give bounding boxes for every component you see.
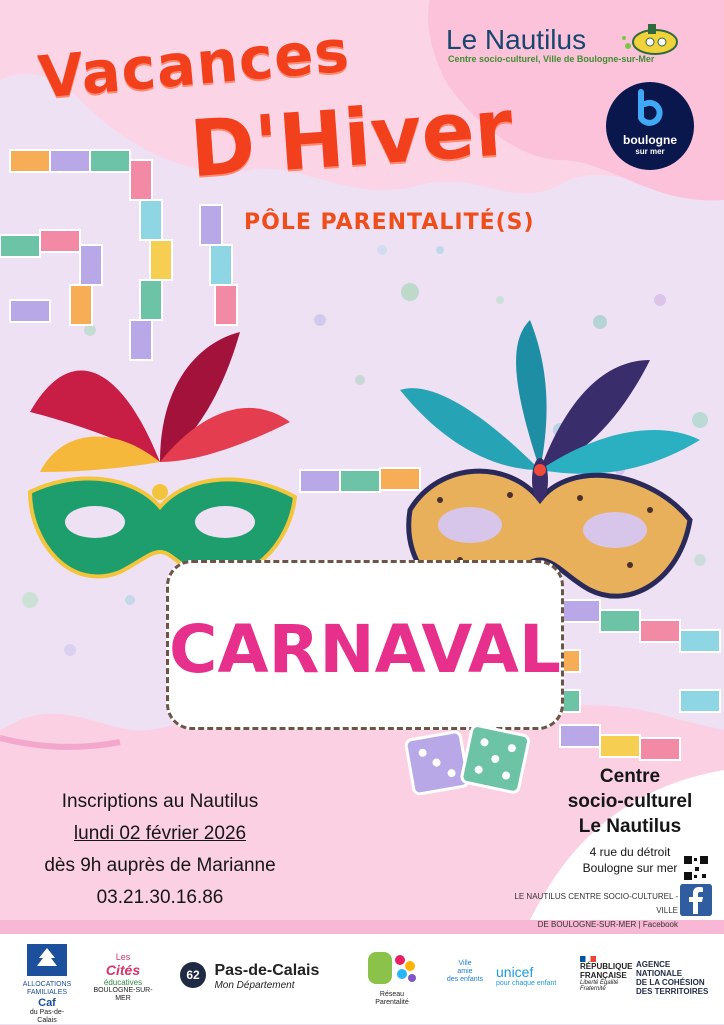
- boulogne-b-icon: [633, 90, 669, 126]
- unicef-label: unicef: [496, 964, 534, 980]
- unicef-sub: pour chaque enfant: [496, 980, 557, 987]
- dice-icon: [405, 720, 535, 805]
- reseau-label1: Réseau: [379, 991, 405, 998]
- republique-francaise-logo: [580, 956, 632, 992]
- registration-line1: Inscriptions au Nautilus: [61, 791, 259, 812]
- caf-label3: Caf: [38, 997, 56, 1009]
- department-sub: Mon Département: [214, 980, 295, 991]
- centre-address-line1: 4 rue du détroit: [589, 845, 671, 859]
- title-line-1: Vacances: [35, 16, 353, 112]
- pas-de-calais-logo: [180, 962, 319, 991]
- cites-label4: BOULOGNE-SUR-MER: [93, 987, 153, 1002]
- agency-line2: NATIONALE: [636, 969, 683, 978]
- caf-icon: [27, 944, 67, 976]
- republic-line2: FRANÇAISE: [580, 971, 627, 980]
- agence-cohesion-logo: [636, 960, 708, 996]
- reseau-parentalite-logo: [362, 950, 422, 1007]
- cites-label1: Les: [115, 952, 131, 962]
- reseau-label2: Parentalité: [375, 999, 409, 1006]
- centre-name-line1: Centre: [599, 766, 661, 787]
- submarine-icon: [620, 18, 682, 60]
- title-line-2: D'Hiver: [187, 82, 516, 196]
- department-name: Pas-de-Calais: [214, 962, 320, 979]
- caf-logo: [22, 944, 72, 1025]
- ville-label1: Ville: [458, 960, 472, 967]
- registration-time: dès 9h auprès de Marianne: [44, 855, 276, 876]
- centre-name-line3: Le Nautilus: [578, 816, 682, 837]
- registration-info: [20, 786, 300, 914]
- subtitle: PÔLE PARENTALITÉ(S): [244, 210, 535, 235]
- boulogne-logo-text: [606, 133, 694, 156]
- cites-label3: éducatives: [103, 978, 143, 987]
- agency-line3: DE LA COHÉSION: [636, 978, 705, 987]
- carnaval-word: CARNAVAL: [169, 611, 561, 688]
- republic-motto: Liberté Égalité Fraternité: [580, 980, 619, 992]
- caf-label4: du Pas-de-Calais: [29, 1009, 65, 1024]
- facebook-page-text[interactable]: [496, 890, 678, 932]
- republic-line1: RÉPUBLIQUE: [580, 962, 633, 971]
- ville-label3: des enfants: [446, 976, 484, 983]
- centre-name-line2: socio-culturel: [567, 791, 693, 812]
- unicef-logo: [496, 964, 556, 988]
- cites-label2: Cités: [105, 962, 141, 978]
- caf-label1: ALLOCATIONS: [22, 981, 72, 988]
- carnaval-headline: [169, 590, 561, 700]
- reseau-icon: [364, 950, 420, 986]
- agency-line1: AGENCE: [636, 960, 671, 969]
- caf-label2: FAMILIALES: [26, 989, 68, 996]
- registration-date: lundi 02 février 2026: [73, 823, 247, 844]
- cites-educatives-logo: [88, 952, 158, 1003]
- facebook-page-line2: DE BOULOGNE-SUR-MER | Facebook: [537, 920, 678, 929]
- qr-code-icon[interactable]: [683, 855, 709, 881]
- ville-amie-logo: [440, 960, 490, 984]
- ville-label2: amie: [457, 968, 473, 975]
- boulogne-logo-name: boulogne: [623, 133, 677, 147]
- centre-address-line2: Boulogne sur mer: [582, 861, 678, 875]
- registration-phone: 03.21.30.16.86: [96, 887, 224, 908]
- facebook-page-line1: LE NAUTILUS CENTRE SOCIO-CULTUREL - VILLE: [514, 892, 678, 915]
- agency-line4: DES TERRITOIRES: [636, 987, 709, 996]
- nautilus-logo-subtitle: Centre socio-culturel, Ville de Boulogne-sur-Mer: [448, 54, 655, 64]
- department-number: 62: [180, 962, 206, 988]
- partner-footer: [0, 934, 724, 1024]
- boulogne-logo-sub: sur mer: [635, 147, 665, 156]
- nautilus-logo-name: Le Nautilus: [446, 24, 587, 55]
- facebook-icon[interactable]: [680, 884, 712, 916]
